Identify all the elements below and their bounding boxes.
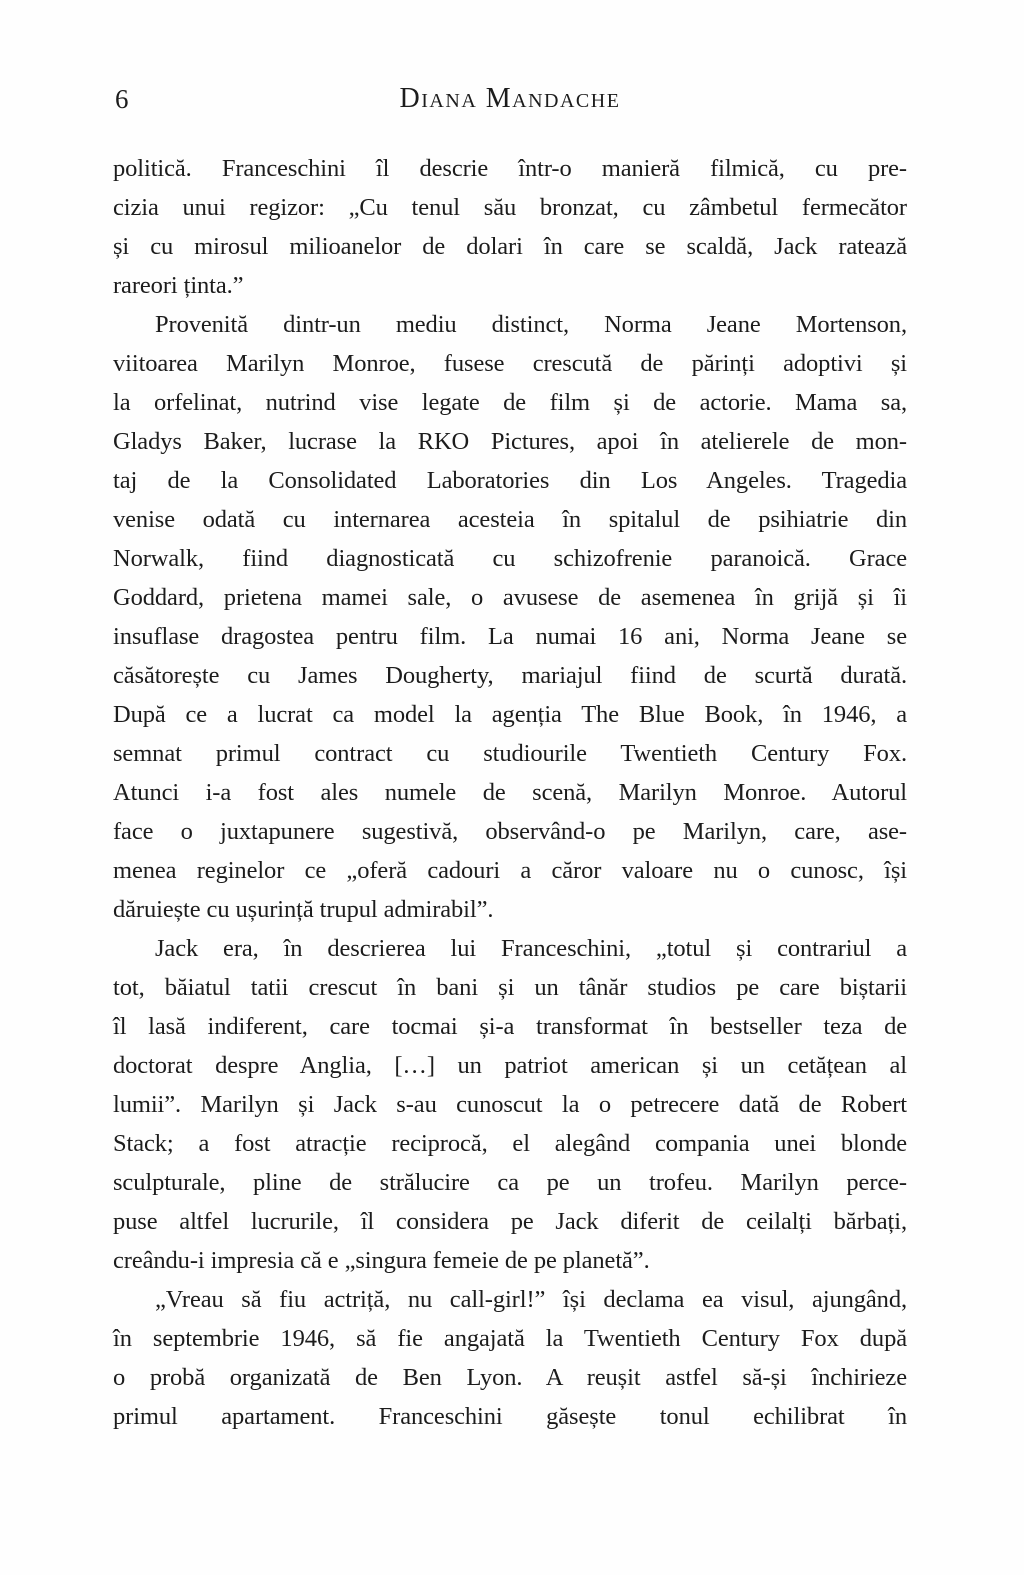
text-line: Gladys Baker, lucrase la RKO Pictures, apoi în atelierele de mon- [113,428,907,455]
text-line: lumii”. Marilyn și Jack s-au cunoscut la o petrecere dată de Robert [113,1091,907,1118]
text-line: la orfelinat, nutrind vise legate de film și de actorie. Mama sa, [113,389,907,416]
text-line: dăruiește cu ușurință trupul admirabil”. [113,896,494,923]
body-text [113,149,907,1436]
text-line: semnat primul contract cu studiourile Twentieth Century Fox. [113,740,907,767]
text-line: „Vreau să fiu actriță, nu call-girl!” își declama ea visul, ajungând, [155,1286,907,1313]
paragraph [113,929,907,1280]
text-line: îl lasă indiferent, care tocmai și-a transformat în bestseller teza de [113,1013,907,1040]
text-line: După ce a lucrat ca model la agenția The Blue Book, în 1946, a [113,701,907,728]
text-line: menea reginelor ce „oferă cadouri a căror valoare nu o cunosc, își [113,857,907,884]
text-line: primul apartament. Franceschini găsește tonul echilibrat în [113,1403,907,1430]
text-line: tot, băiatul tatii crescut în bani și un tânăr studios pe care biștarii [113,974,907,1001]
text-line: Atunci i-a fost ales numele de scenă, Marilyn Monroe. Autorul [113,779,907,806]
text-line: face o juxtapunere sugestivă, observând-o pe Marilyn, care, ase- [113,818,907,845]
text-line: căsătorește cu James Dougherty, mariajul fiind de scurtă durată. [113,662,907,689]
paragraph [113,305,907,929]
page-number: 6 [115,84,129,114]
text-line: rareori ținta.” [113,272,244,299]
text-line: Stack; a fost atracție reciprocă, el alegând compania unei blonde [113,1130,907,1157]
text-line: sculpturale, pline de strălucire ca pe un trofeu. Marilyn perce- [113,1169,907,1196]
running-head: Diana Mandache [399,83,621,114]
text-line: o probă organizată de Ben Lyon. A reușit astfel să-și închirieze [113,1364,907,1391]
text-line: puse altfel lucrurile, îl considera pe Jack diferit de ceilalți bărbați, [113,1208,907,1235]
text-line: Goddard, prietena mamei sale, o avusese de asemenea în grijă și îi [113,584,907,611]
text-line: în septembrie 1946, să fie angajată la Twentieth Century Fox după [113,1325,907,1352]
text-line: politică. Franceschini îl descrie într-o manieră filmică, cu pre- [113,155,907,182]
text-line: cizia unui regizor: „Cu tenul său bronzat, cu zâmbetul fermecător [113,194,907,221]
text-line: doctorat despre Anglia, […] un patriot american și un cetățean al [113,1052,907,1079]
text-line: venise odată cu internarea acesteia în spitalul de psihiatrie din [113,506,907,533]
text-line: viitoarea Marilyn Monroe, fusese crescută de părinți adoptivi și [113,350,907,377]
paragraph [113,1280,907,1436]
text-line: Jack era, în descrierea lui Franceschini, „totul și contrariul a [155,935,907,962]
text-line: Provenită dintr-un mediu distinct, Norma Jeane Mortenson, [155,311,907,338]
page-header [113,82,907,116]
text-line: Norwalk, fiind diagnosticată cu schizofrenie paranoică. Grace [113,545,907,572]
text-line: și cu mirosul milioanelor de dolari în care se scaldă, Jack ratează [113,233,907,260]
paragraph [113,149,907,305]
text-line: taj de la Consolidated Laboratories din Los Angeles. Tragedia [113,467,907,494]
text-line: creându-i impresia că e „singura femeie de pe planetă”. [113,1247,650,1274]
text-line: insuflase dragostea pentru film. La numai 16 ani, Norma Jeane se [113,623,907,650]
